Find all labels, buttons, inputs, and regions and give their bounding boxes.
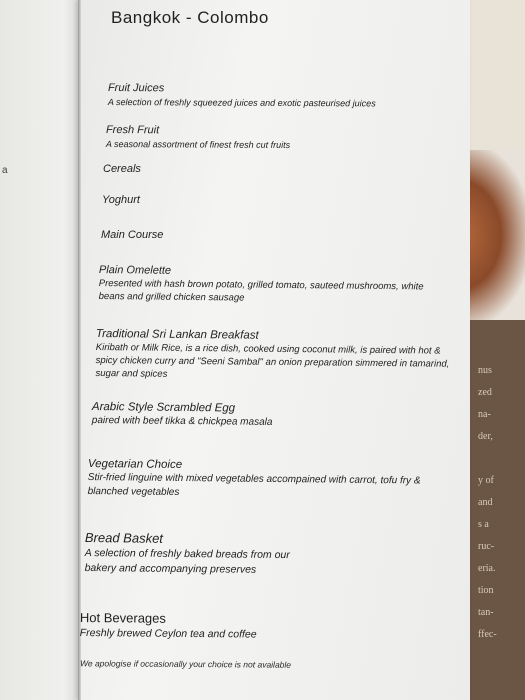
item-name: Bread Basket (84, 530, 164, 546)
route-title: Bangkok - Colombo (111, 8, 269, 27)
menu-item-plain-omelette (99, 264, 429, 306)
booklet-text-low: nus zed na- der, y of and s a ruc- eria. tion tan- ffec- (478, 365, 497, 640)
item-desc: A seasonal assortment of finest fresh cut fruits (105, 138, 291, 150)
section-heading: Main Course (101, 229, 164, 241)
section-main-course (101, 229, 163, 242)
item-desc: A selection of freshly baked breads from our bakery and accompanying preserves (84, 546, 290, 576)
item-name: Fresh Fruit (105, 124, 160, 137)
item-desc: A selection of freshly squeezed juices and exotic pasteurised juices (107, 96, 376, 109)
card-fold (78, 0, 81, 700)
menu-item-cereals (103, 163, 141, 176)
item-desc: Presented with hash brown potato, grilled tomato, sauteed mushrooms, white beans and grilled chicken sausage (98, 277, 424, 304)
menu-item-fruit-juices (108, 82, 376, 110)
item-desc: Stir-fried linguine with mixed vegetables accompained with carrot, tofu fry & blanched vegetables (87, 471, 421, 498)
item-name: Hot Beverages (79, 610, 166, 626)
item-name: Traditional Sri Lankan Breakfast (95, 328, 259, 342)
item-name: Yoghurt (102, 194, 140, 206)
menu-item-arabic-scrambled-egg (92, 401, 273, 430)
footnote: We apologise if occasionally your choice is not available (79, 658, 292, 670)
menu-item-hot-beverages (80, 610, 257, 643)
item-name: Cereals (103, 163, 141, 175)
item-desc: Freshly brewed Ceylon tea and coffee (79, 626, 257, 641)
menu-item-fresh-fruit (106, 124, 290, 152)
item-desc: paired with beef tikka & chickpea masala (91, 414, 273, 428)
menu-item-vegetarian-choice (88, 458, 448, 503)
item-desc: Kiribath or Milk Rice, is a rice dish, cooked using coconut milk, is paired with hot & spicy chicken curry and "Seeni Sambal" an onion preparation simmered in tamarind, sugar and spices (95, 341, 450, 380)
left-page (0, 0, 80, 700)
menu-item-sri-lankan-breakfast (95, 328, 461, 384)
item-name: Fruit Juices (107, 82, 165, 95)
menu-item-yoghurt (102, 194, 140, 207)
item-name: Vegetarian Choice (87, 458, 183, 471)
item-name: Arabic Style Scrambled Egg (91, 401, 236, 415)
left-page-text: a (2, 165, 8, 176)
menu-item-bread-basket (85, 530, 305, 578)
item-name: Plain Omelette (98, 264, 172, 277)
